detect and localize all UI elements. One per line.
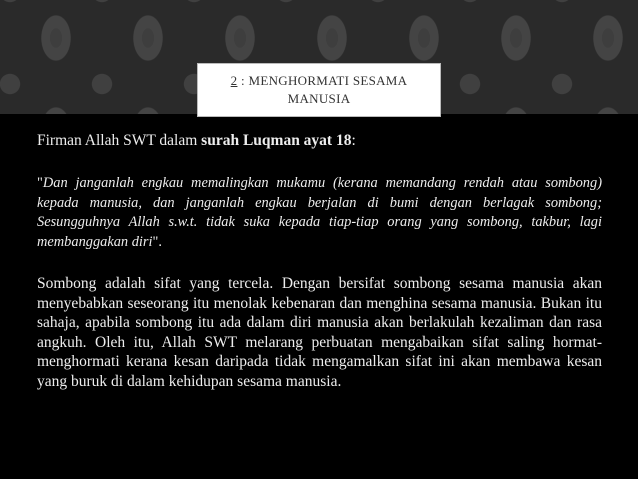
content-area xyxy=(37,131,602,391)
verse-quote xyxy=(37,174,602,252)
title-box xyxy=(197,63,441,117)
intro-suffix: : xyxy=(351,132,356,149)
verse-reference: surah Luqman ayat 18 xyxy=(201,132,352,149)
quote-close: ". xyxy=(152,233,162,250)
explanation-paragraph: Sombong adalah sifat yang tercela. Dengan bersifat sombong sesama manusia akan menyebabkan seseorang itu menolak kebenaran dan menghina sesama manusia. Bukan itu sahaja, apabila sombong itu ada dalam diri manusia akan berlakulah kezaliman dan rasa angkuh. Oleh itu, Allah SWT melarang perbuatan mengabaikan sifat saling hormat-menghormati kerana kesan daripada tidak mengamalkan sifat ini akan membawa kesan yang buruk di dalam kehidupan sesama manusia. xyxy=(37,275,602,390)
intro-prefix: Firman Allah SWT dalam xyxy=(37,132,202,149)
quote-text: Dan janganlah engkau memalingkan mukamu (kerana memandang rendah atau sombong) kepada manusia, dan janganlah engkau berjalan di bumi dengan berlagak sombong; Sesungguhnya Allah s.w.t. tidak suka kepada tiap-tiap orang yang sombong, takbur, lagi membanggakan diri xyxy=(37,175,602,250)
quote-open: " xyxy=(37,175,43,191)
title-text: MENGHORMATI SESAMA MANUSIA xyxy=(248,73,408,106)
slide-title xyxy=(210,72,428,108)
title-separator: : xyxy=(237,73,249,88)
title-number: 2 xyxy=(230,73,238,88)
intro-line xyxy=(37,131,602,150)
